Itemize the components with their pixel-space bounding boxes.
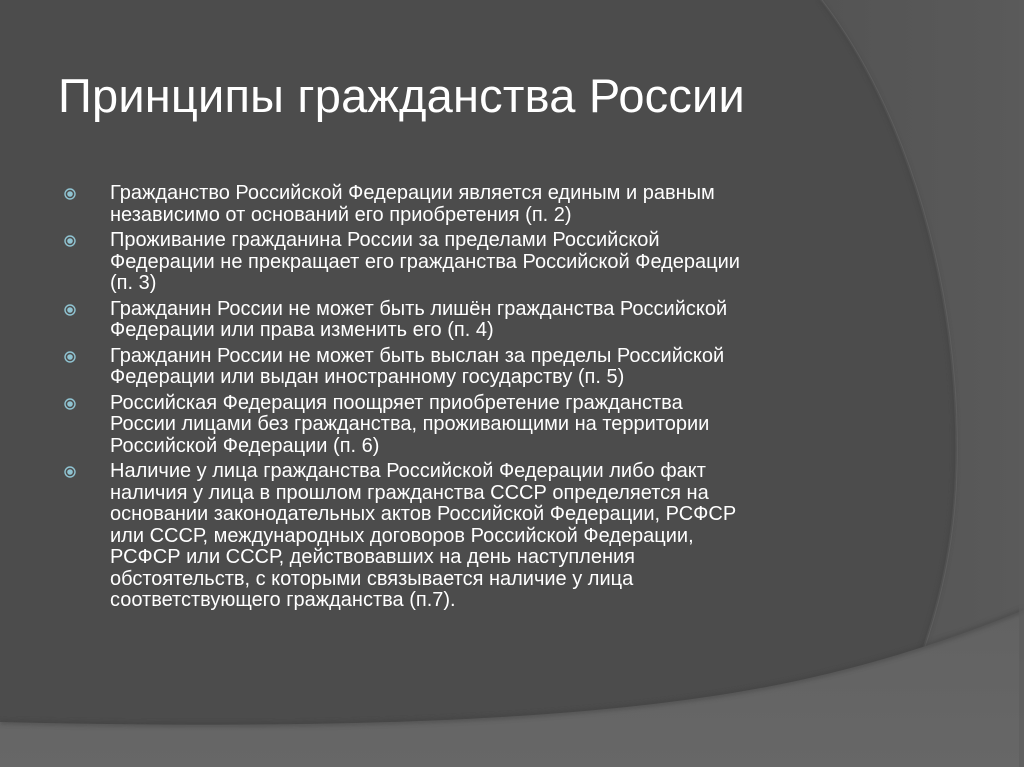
bullet-line: Федерации или права изменить его (п. 4) <box>110 319 494 341</box>
ring-dot-icon <box>64 235 76 247</box>
ring-dot-icon <box>64 466 76 478</box>
bullet-line: Гражданин России не может быть выслан за пределы Российской <box>110 344 725 367</box>
bullet-line: (п. 3) <box>110 272 157 294</box>
bullet-line: обстоятельств, с которыми связывается наличие у лица <box>110 567 634 590</box>
bullet-line: Российская Федерация поощряет приобретение гражданства <box>110 391 683 414</box>
bullet-line: Российской Федерации (п. 6) <box>110 434 380 457</box>
bullet-item <box>64 461 864 612</box>
bullet-item <box>64 393 864 458</box>
bullet-line: Проживание гражданина России за пределами Российской <box>110 229 660 251</box>
bullet-line: соответствующего гражданства (п.7). <box>110 589 456 611</box>
bullet-line: основании законодательных актов Российской Федерации, РСФСР <box>110 503 737 525</box>
bullet-line: или СССР, международных договоров Российской Федерации, <box>110 524 694 547</box>
ring-dot-icon <box>64 398 76 410</box>
bullet-line: Федерации не прекращает его гражданства Российской Федерации <box>110 250 740 273</box>
bullet-line: России лицами без гражданства, проживающими на территории <box>110 413 710 435</box>
bullet-line: независимо от оснований его приобретения (п. 2) <box>110 203 572 226</box>
bullet-list <box>64 183 864 616</box>
bullet-line: наличия у лица в прошлом гражданства СССР определяется на <box>110 481 709 504</box>
bullet-line: РСФСР или СССР, действовавших на день наступления <box>110 546 636 568</box>
bullet-item <box>64 346 864 389</box>
bullet-item <box>64 230 864 295</box>
bullet-line: Гражданство Российской Федерации является единым и равным <box>110 182 715 204</box>
ring-dot-icon <box>64 188 76 200</box>
bullet-item <box>64 299 864 342</box>
bullet-line: Федерации или выдан иностранному государству (п. 5) <box>110 366 625 388</box>
slide-title: Принципы гражданства России <box>58 69 745 122</box>
bullet-line: Гражданин России не может быть лишён гражданства Российской <box>110 297 728 320</box>
bullet-item <box>64 183 864 226</box>
ring-dot-icon <box>64 351 76 363</box>
bullet-line: Наличие у лица гражданства Российской Федерации либо факт <box>110 460 706 482</box>
ring-dot-icon <box>64 304 76 316</box>
